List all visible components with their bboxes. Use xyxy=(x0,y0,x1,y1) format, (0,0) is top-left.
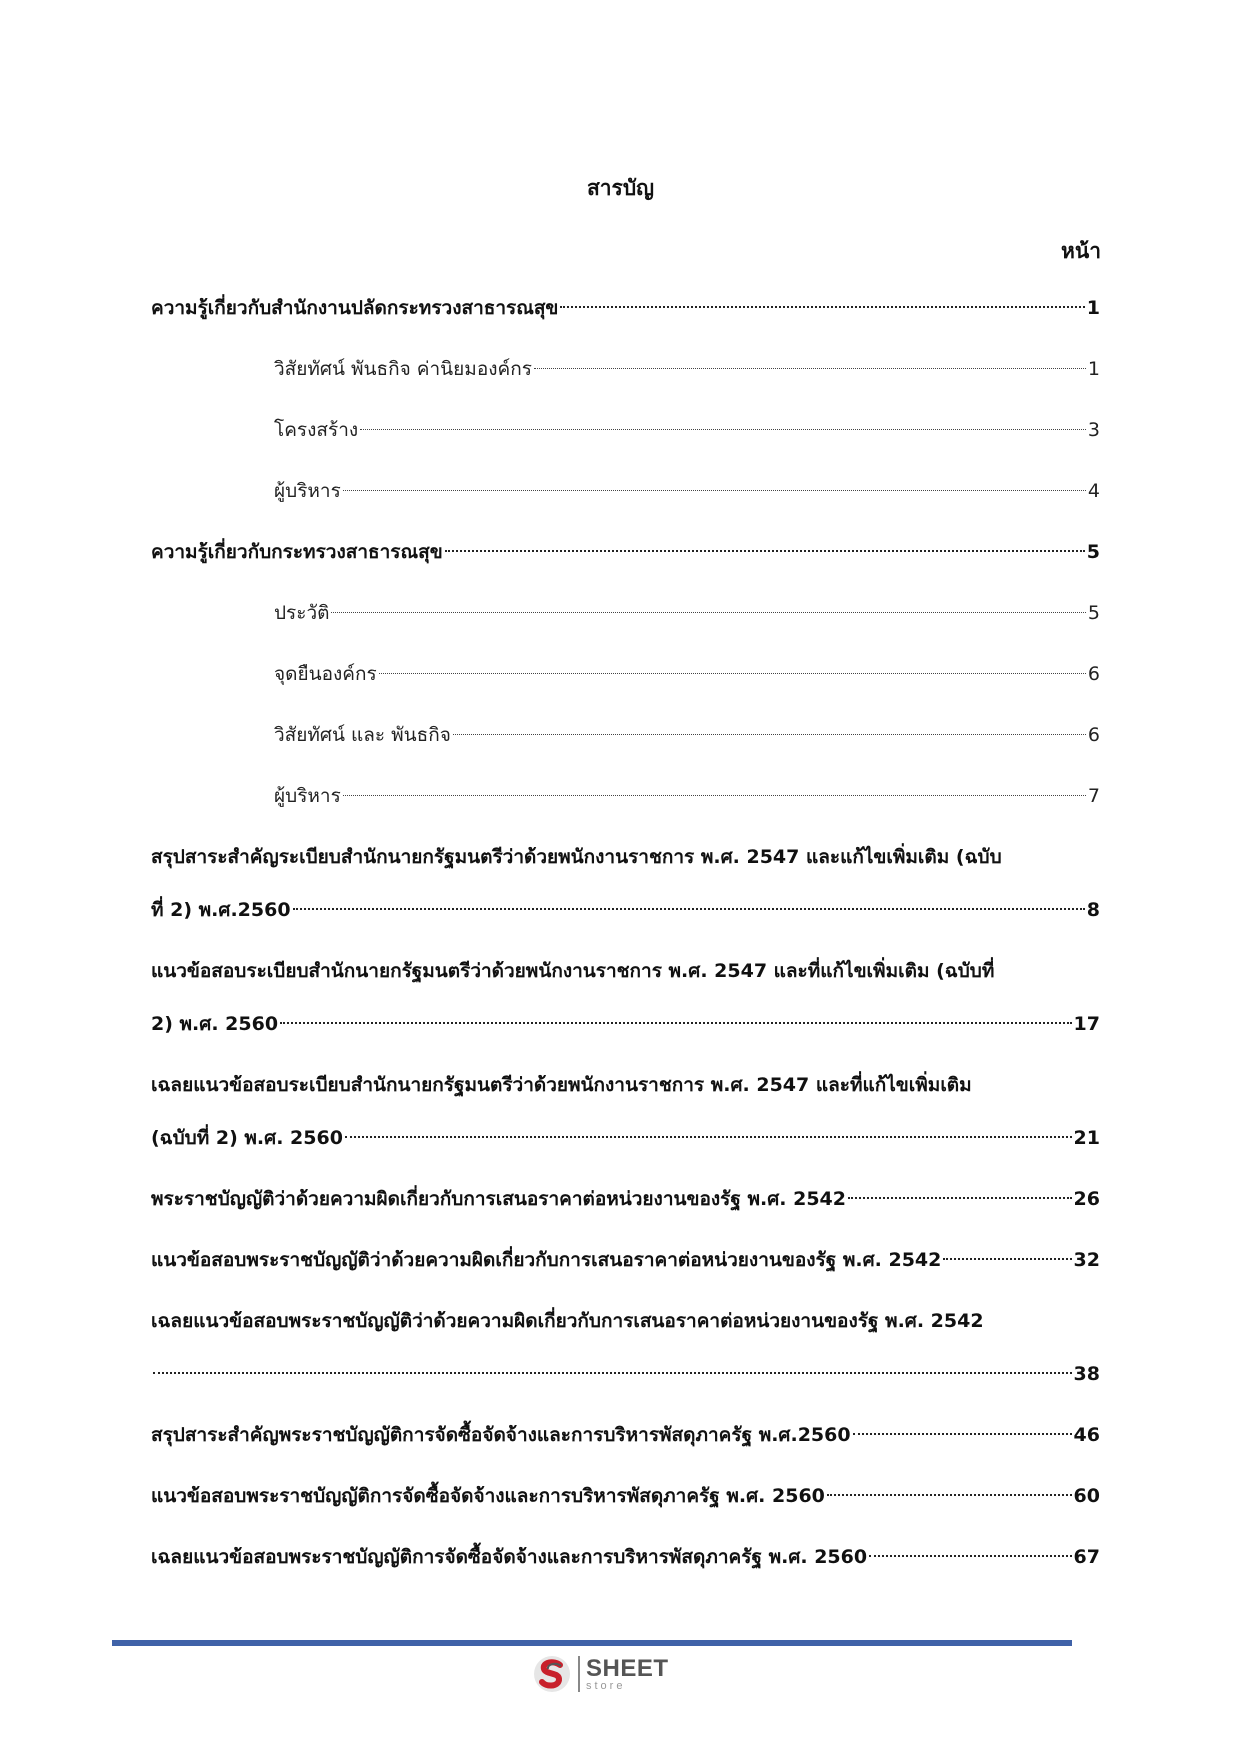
dot-leader xyxy=(827,1494,1072,1496)
toc-entry-text-line1: เฉลยแนวข้อสอบพระราชบัญญัติว่าด้วยความผิดเกี่ยวกับการเสนอราคาต่อหน่วยงานของรัฐ พ.ศ. 2542 xyxy=(151,1310,984,1332)
dot-leader xyxy=(853,1433,1072,1435)
toc-entry-text: แนวข้อสอบพระราชบัญญัติการจัดซื้อจัดจ้างและการบริหารพัสดุภาครัฐ พ.ศ. 2560 xyxy=(151,1485,825,1507)
dot-leader xyxy=(869,1555,1071,1557)
logo-wordmark xyxy=(586,1654,669,1692)
sheet-store-s-logo-icon xyxy=(532,1654,572,1694)
dot-leader xyxy=(453,734,1086,735)
dot-leader xyxy=(560,306,1084,308)
dot-leader xyxy=(153,1372,1072,1374)
toc-title: สารบัญ xyxy=(586,176,655,200)
toc-page-number: 60 xyxy=(1073,1485,1100,1507)
toc-page-number: 1 xyxy=(1086,297,1100,319)
dot-leader xyxy=(379,673,1086,674)
dot-leader xyxy=(345,1136,1072,1138)
toc-page-number: 6 xyxy=(1087,724,1100,746)
toc-entry-text-line1: แนวข้อสอบระเบียบสำนักนายกรัฐมนตรีว่าด้วยพนักงานราชการ พ.ศ. 2547 และที่แก้ไขเพิ่มเติม (ฉบับที่ xyxy=(151,960,995,982)
toc-entry[interactable] xyxy=(151,1173,1100,1234)
logo-separator xyxy=(578,1656,580,1692)
toc-page-number: 5 xyxy=(1086,541,1100,563)
toc-subentry[interactable] xyxy=(151,465,1100,526)
toc-page-number: 67 xyxy=(1073,1546,1100,1568)
toc-entry[interactable] xyxy=(151,1234,1100,1295)
toc-entry-text-line1: สรุปสาระสำคัญระเบียบสำนักนายกรัฐมนตรีว่าด้วยพนักงานราชการ พ.ศ. 2547 และแก้ไขเพิ่มเติม (ฉบับ xyxy=(151,846,1002,868)
dot-leader xyxy=(445,550,1085,552)
toc-entry-text: เฉลยแนวข้อสอบพระราชบัญญัติการจัดซื้อจัดจ้างและการบริหารพัสดุภาครัฐ พ.ศ. 2560 xyxy=(151,1546,868,1568)
toc-entry-text: ความรู้เกี่ยวกับกระทรวงสาธารณสุข xyxy=(151,541,443,563)
toc-page-number: 32 xyxy=(1073,1249,1100,1271)
dot-leader xyxy=(343,795,1086,796)
toc-entry[interactable] xyxy=(151,831,1100,945)
toc-page-number: 26 xyxy=(1073,1188,1100,1210)
dot-leader xyxy=(534,368,1086,369)
toc-entry-text-line2: (ฉบับที่ 2) พ.ศ. 2560 xyxy=(151,1127,343,1149)
toc-subentry[interactable] xyxy=(151,770,1100,831)
dot-leader xyxy=(943,1258,1071,1260)
toc-entry[interactable] xyxy=(151,1295,1100,1409)
toc-page-number: 46 xyxy=(1073,1424,1100,1446)
toc-entry-text: ความรู้เกี่ยวกับสำนักงานปลัดกระทรวงสาธารณสุข xyxy=(151,297,559,319)
toc-entry-text: จุดยืนองค์กร xyxy=(274,663,377,685)
toc-subentry[interactable] xyxy=(151,709,1100,770)
toc-entry-text: แนวข้อสอบพระราชบัญญัติว่าด้วยความผิดเกี่ยวกับการเสนอราคาต่อหน่วยงานของรัฐ พ.ศ. 2542 xyxy=(151,1249,942,1271)
toc-entry-text: โครงสร้าง xyxy=(274,419,359,441)
logo-word: SHEET xyxy=(586,1654,669,1682)
table-of-contents xyxy=(151,282,1100,1592)
dot-leader xyxy=(293,908,1085,910)
toc-entry[interactable] xyxy=(151,1059,1100,1173)
toc-page-number: 38 xyxy=(1073,1363,1100,1385)
dot-leader xyxy=(848,1197,1072,1199)
toc-page-number: 3 xyxy=(1087,419,1100,441)
toc-page-number: 6 xyxy=(1087,663,1100,685)
dot-leader xyxy=(360,429,1086,430)
toc-page-number: 8 xyxy=(1086,899,1100,921)
toc-entry[interactable] xyxy=(151,526,1100,587)
toc-page-number: 17 xyxy=(1073,1013,1100,1035)
toc-subentry[interactable] xyxy=(151,343,1100,404)
toc-entry[interactable] xyxy=(151,282,1100,343)
toc-entry-text-line2: ที่ 2) พ.ศ.2560 xyxy=(151,899,291,921)
toc-page-number: 5 xyxy=(1087,602,1100,624)
sheet-store-logo xyxy=(532,1652,669,1696)
toc-page-number: 21 xyxy=(1073,1127,1100,1149)
toc-entry-text-line1: เฉลยแนวข้อสอบระเบียบสำนักนายกรัฐมนตรีว่าด้วยพนักงานราชการ พ.ศ. 2547 และที่แก้ไขเพิ่มเติม xyxy=(151,1074,972,1096)
logo-subword: store xyxy=(586,1679,626,1692)
toc-subentry[interactable] xyxy=(151,587,1100,648)
toc-subentry[interactable] xyxy=(151,404,1100,465)
toc-entry-text-line2: 2) พ.ศ. 2560 xyxy=(151,1013,279,1035)
toc-page-number: 4 xyxy=(1087,480,1100,502)
toc-entry-text: ผู้บริหาร xyxy=(274,785,341,807)
toc-entry-text: วิสัยทัศน์ พันธกิจ ค่านิยมองค์กร xyxy=(274,358,532,380)
dot-leader xyxy=(331,612,1085,613)
page-column-header: หน้า xyxy=(1061,239,1101,263)
footer-divider-bar xyxy=(112,1640,1072,1646)
toc-entry[interactable] xyxy=(151,945,1100,1059)
toc-page-number: 7 xyxy=(1087,785,1100,807)
toc-entry[interactable] xyxy=(151,1531,1100,1592)
toc-entry[interactable] xyxy=(151,1409,1100,1470)
toc-entry-text: สรุปสาระสำคัญพระราชบัญญัติการจัดซื้อจัดจ้างและการบริหารพัสดุภาครัฐ พ.ศ.2560 xyxy=(151,1424,851,1446)
toc-entry-text: วิสัยทัศน์ และ พันธกิจ xyxy=(274,724,451,746)
toc-entry[interactable] xyxy=(151,1470,1100,1531)
toc-page-number: 1 xyxy=(1087,358,1100,380)
toc-entry-text: ประวัติ xyxy=(274,602,330,624)
toc-entry-text: ผู้บริหาร xyxy=(274,480,341,502)
toc-entry-text: พระราชบัญญัติว่าด้วยความผิดเกี่ยวกับการเสนอราคาต่อหน่วยงานของรัฐ พ.ศ. 2542 xyxy=(151,1188,846,1210)
dot-leader xyxy=(280,1022,1072,1024)
dot-leader xyxy=(343,490,1086,491)
toc-subentry[interactable] xyxy=(151,648,1100,709)
